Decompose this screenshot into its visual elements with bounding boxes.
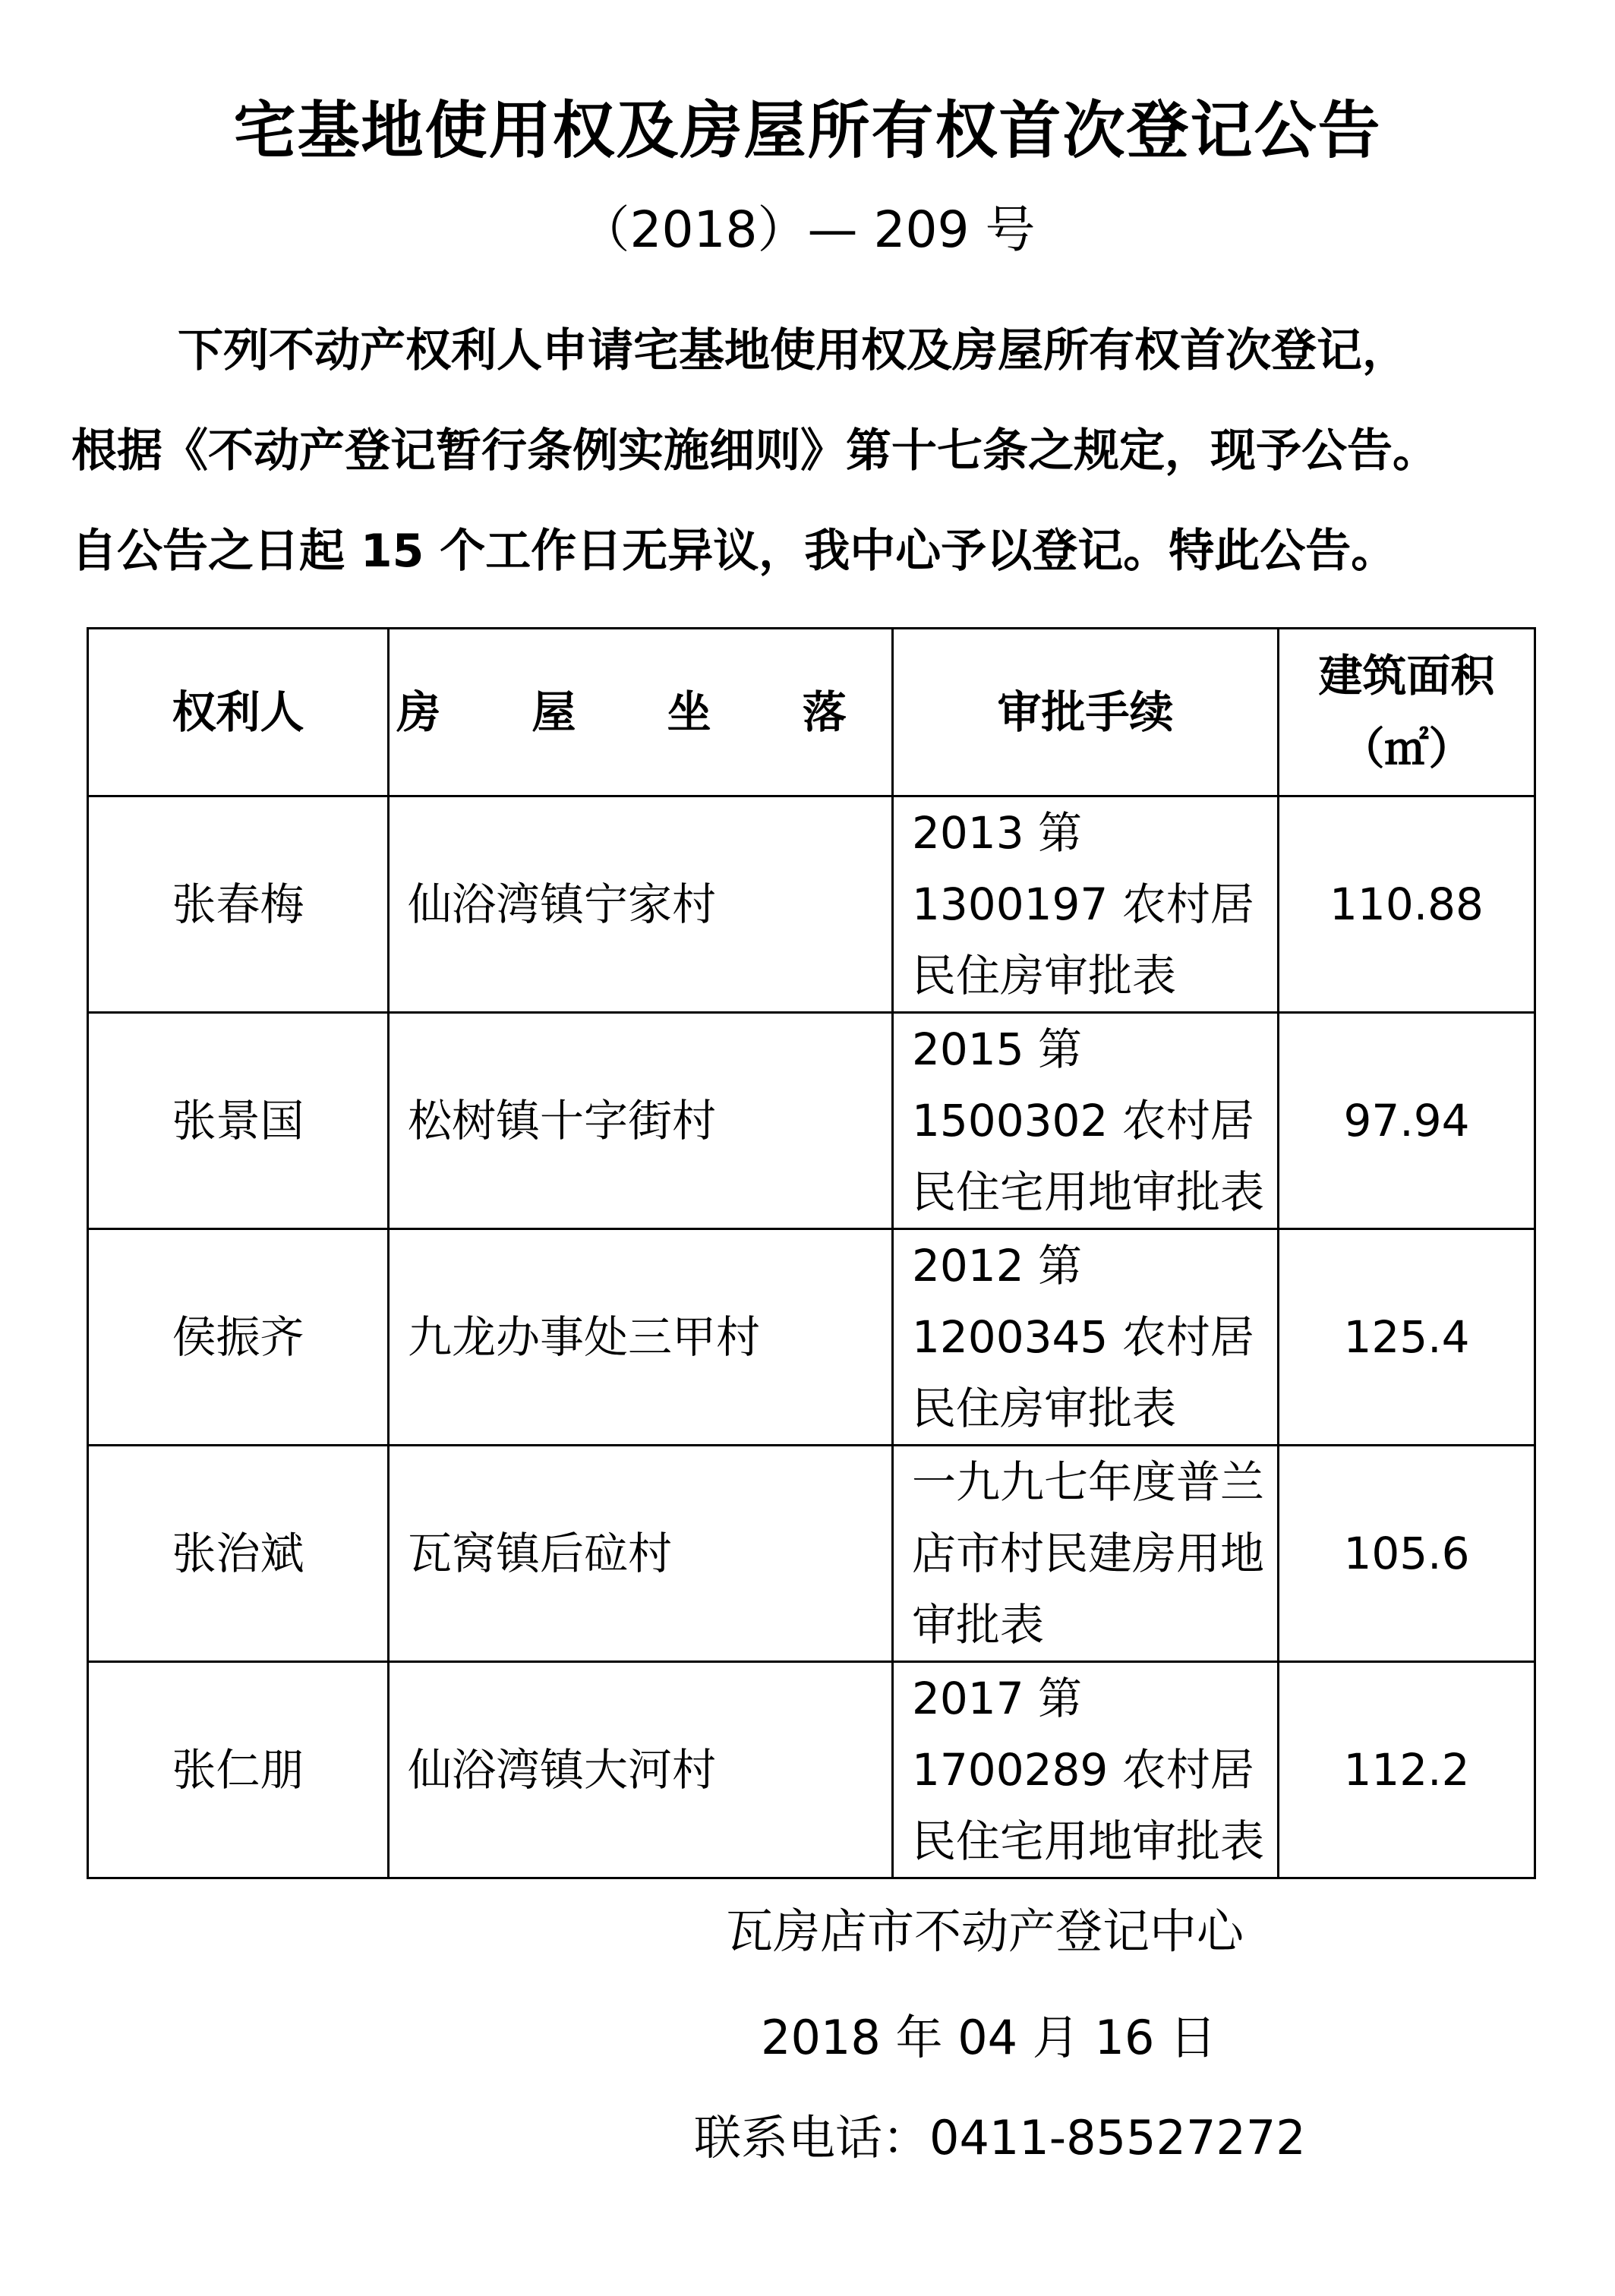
- owner-cell: 侯振齐: [88, 1229, 389, 1446]
- owner-cell: 张景国: [88, 1013, 389, 1229]
- header-area: [1279, 629, 1535, 796]
- intro-line: 自公告之日起 15 个工作日无异议，我中心予以登记。特此公告。: [71, 525, 1397, 578]
- approval-cell: 2017 第 1700289 农村居民住宅用地审批表: [893, 1662, 1279, 1878]
- location-cell: 松树镇十字街村: [389, 1013, 893, 1229]
- document-number: （2018）— 209 号: [579, 200, 1036, 259]
- table-row: [88, 1229, 1535, 1446]
- approval-cell: 2015 第 1500302 农村居民住宅用地审批表: [893, 1013, 1279, 1229]
- location-cell: 仙浴湾镇宁家村: [389, 796, 893, 1013]
- table-row: [88, 1446, 1535, 1662]
- issue-date: 2018 年 04 月 16 日: [761, 2010, 1217, 2065]
- owner-cell: 张治斌: [88, 1446, 389, 1662]
- approval-cell: 一九九七年度普兰店市村民建房用地审批表: [893, 1446, 1279, 1662]
- header-area-unit: （㎡）: [1340, 723, 1473, 774]
- header-location-label: 房 屋 坐 落: [396, 686, 885, 738]
- header-location: [389, 629, 893, 796]
- table-row: [88, 796, 1535, 1013]
- area-cell: 125.4: [1279, 1229, 1535, 1446]
- area-cell: 112.2: [1279, 1662, 1535, 1878]
- location-cell: 九龙办事处三甲村: [389, 1229, 893, 1446]
- page-title: 宅基地使用权及房屋所有权首次登记公告: [233, 95, 1382, 167]
- intro-line: 下列不动产权利人申请宅基地使用权及房屋所有权首次登记，: [178, 324, 1408, 377]
- intro-line: 根据《不动产登记暂行条例实施细则》第十七条之规定，现予公告。: [71, 424, 1438, 478]
- location-cell: 仙浴湾镇大河村: [389, 1662, 893, 1878]
- area-cell: 110.88: [1279, 796, 1535, 1013]
- header-area-label: 建筑面积: [1318, 650, 1495, 702]
- area-cell: 97.94: [1279, 1013, 1535, 1229]
- table-header-row: [88, 629, 1535, 796]
- table-row: [88, 1662, 1535, 1878]
- owner-cell: 张春梅: [88, 796, 389, 1013]
- approval-cell: 2013 第 1300197 农村居民住房审批表: [893, 796, 1279, 1013]
- header-owner: 权利人: [88, 629, 389, 796]
- header-approval: 审批手续: [893, 629, 1279, 796]
- table-row: [88, 1013, 1535, 1229]
- issuing-organization: 瓦房店市不动产登记中心: [726, 1903, 1244, 1959]
- approval-cell: 2012 第 1200345 农村居民住房审批表: [893, 1229, 1279, 1446]
- location-cell: 瓦窝镇后砬村: [389, 1446, 893, 1662]
- area-cell: 105.6: [1279, 1446, 1535, 1662]
- owner-cell: 张仁朋: [88, 1662, 389, 1878]
- registration-table: [87, 627, 1536, 1879]
- contact-phone: 联系电话：0411-85527272: [694, 2110, 1306, 2165]
- intro-paragraph: [71, 301, 1560, 601]
